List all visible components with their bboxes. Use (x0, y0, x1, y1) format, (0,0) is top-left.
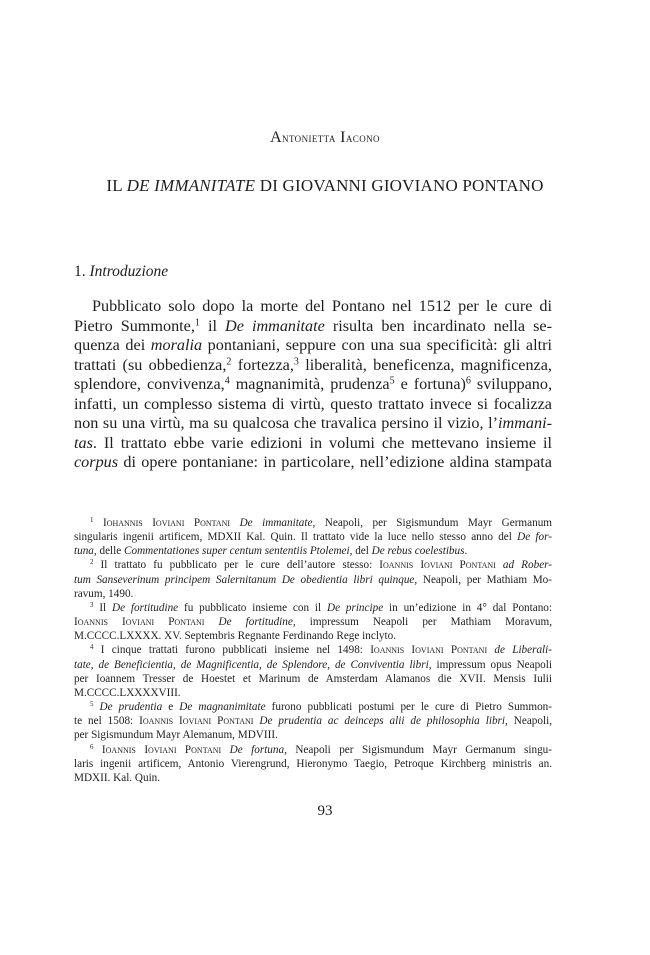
body-line: Pietro Summonte,$^1$ il De immanitate risulta ben incardinato nella se- (74, 316, 553, 335)
body-line: non su una virtù, ma su qualcosa che travalica persino il vizio, l’immani- (74, 414, 552, 432)
body-line: splendore, convivenza,$^4$ magnanimità, prudenza$^5$ e fortuna)$^6$ sviluppano, (74, 375, 552, 393)
footnote-ref: 5 (389, 375, 395, 387)
footnote-1: $^1$ Iohannis Ioviani Pontani De immanitate, Neapoli, per Sigismundum Mayr Germanum (90, 516, 552, 529)
footnote-ref: 3 (293, 355, 299, 367)
footnote-line: per Sigismundum Mayr Alemanum, MDVIII. (74, 729, 278, 742)
footnote-line: tuna, delle Commentationes super centum sententiis Ptolemei, del De rebus coelestibus. (74, 545, 468, 558)
footnote-line: te nel 1508: Ioannis Ioviani Pontani De prudentia ac deinceps alii de philosophia libri, Neapoli, (74, 715, 552, 728)
footnote-line: MDXII. Kal. Quin. (74, 771, 161, 784)
footnote-line: tate, de Beneficientia, de Magnificentia, de Splendore, de Conviventia libri, impressum opus Neapoli (74, 658, 552, 671)
footnote-6: $^6$ Ioannis Ioviani Pontani De fortuna, Neapoli per Sigismundum Mayr Germanum singu- (90, 742, 552, 756)
footnote-line: M.CCCC.LXXXX. XV. Septembris Regnante Ferdinando Rege inclyto. (74, 630, 397, 643)
footnotes (74, 516, 552, 785)
body-line: quenza dei moralia pontaniani, seppure con una sua specificità: gli altri (74, 336, 552, 354)
footnote-line: per Ioannem Tresser de Hoestet et Marinum de Amsterdam Alamanos die XVII. Mensis Iulii (74, 672, 552, 685)
body-line: corpus di opere pontaniane: in particolare, nell’edizione aldina stampata (74, 453, 552, 471)
footnote-4: $^4$ I cinque trattati furono pubblicati insieme nel 1498: Ioannis Ioviani Pontani de Liberali- (90, 643, 552, 657)
footnote-ref: 2 (226, 355, 232, 367)
body-paragraph (74, 297, 552, 473)
footnote-ref: 1 (194, 316, 200, 328)
footnote-line: M.CCCC.LXXXXVIII. (74, 686, 181, 699)
footnote-3: $^3$ Il De fortitudine fu pubblicato insieme con il De principe in un’edizione in 4° dal Pontano: (90, 601, 553, 614)
article-title: IL DE IMMANITATE DI GIOVANNI GIOVIANO PONTANO (106, 176, 544, 195)
body-line: trattati (su obbedienza,$^2$ fortezza,$^3$ liberalità, beneficenza, magnificenza, (74, 355, 552, 374)
footnote-line: ravum, 1490. (74, 587, 134, 600)
author-name: Antonietta Iacono (270, 129, 380, 146)
footnote-ref: 6 (465, 375, 471, 387)
body-line: tas. Il trattato ebbe varie edizioni in volumi che mettevano insieme il (74, 433, 552, 452)
footnote-line: singularis ingenii artificem, MDXII Kal. Quin. Il trattato vide la luce nello stesso anno del De for- (74, 531, 552, 544)
footnote-2: $^2$ Il trattato fu pubblicato per le cure dell’autore stesso: Ioannis Ioviani Pontani ad Rober- (90, 558, 553, 572)
footnote-line: laris ingenii artificem, Antonio Vierengrund, Hieronymo Taegio, Petroque Kirchberg ministris an. (74, 757, 552, 770)
body-line: Pubblicato solo dopo la morte del Pontano nel 1512 per le cure di (92, 297, 552, 315)
body-line: infatti, un complesso sistema di virtù, questo trattato invece si focalizza (74, 394, 552, 413)
footnote-line: Ioannis Ioviani Pontani De fortitudine, impressum Neapoli per Mathiam Moravum, (74, 616, 553, 629)
section-heading: 1. Introduzione (74, 263, 169, 280)
footnote-5: $^5$ De prudentia e De magnanimitate furono pubblicati postumi per le cure di Pietro Summon- (90, 700, 552, 714)
footnote-line: tum Sanseverinum principem Salernitanum De obedientia libri quinque, Neapoli, per Mathiam Mo- (74, 573, 552, 586)
page-number: 93 (317, 803, 333, 819)
footnote-ref: 4 (224, 375, 230, 387)
